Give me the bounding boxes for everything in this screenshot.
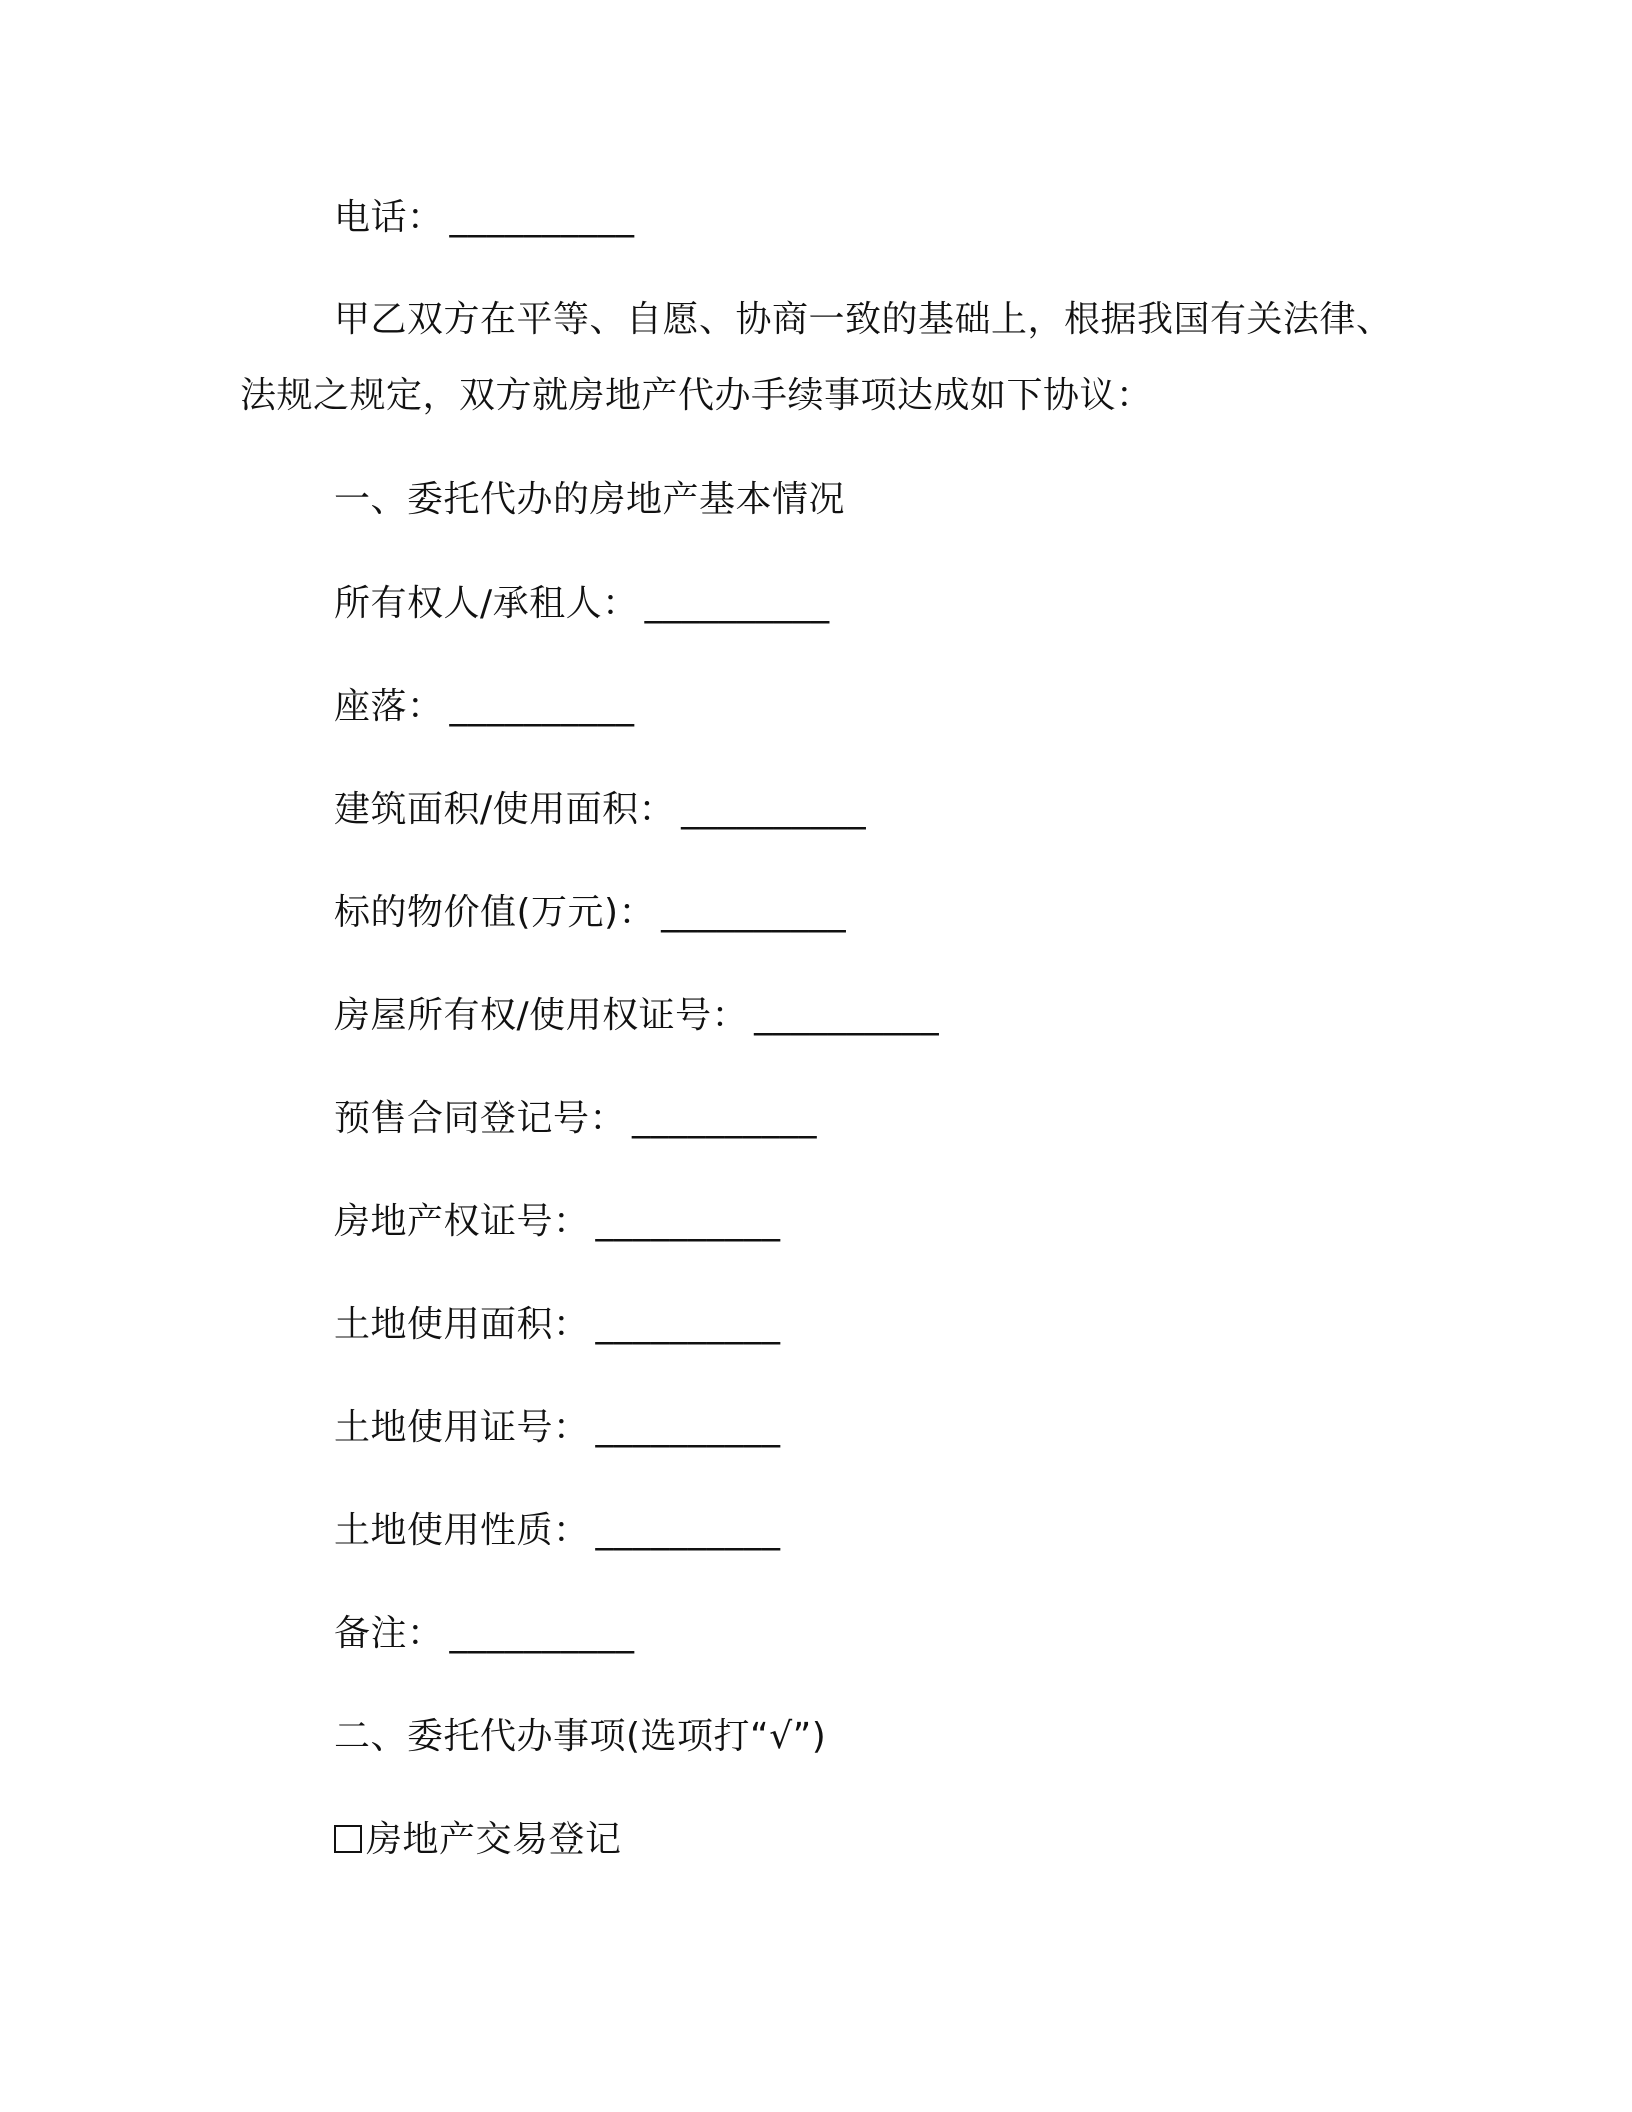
- field-blank: __________: [644, 583, 830, 624]
- field-blank: __________: [449, 686, 635, 727]
- field-blank: __________: [595, 1510, 781, 1551]
- phone-blank: __________: [449, 197, 635, 238]
- field-blank: __________: [595, 1304, 781, 1345]
- field-ownership-cert: [334, 994, 939, 1037]
- field-label: 房屋所有权/使用权证号：: [334, 995, 749, 1036]
- field-location: [334, 685, 635, 728]
- field-blank: __________: [449, 1613, 635, 1654]
- section-1-heading: 一、委托代办的房地产基本情况: [334, 479, 846, 520]
- field-owner: [334, 582, 830, 625]
- option-label: 房地产交易登记: [366, 1819, 622, 1860]
- field-blank: __________: [661, 892, 847, 933]
- field-blank: __________: [595, 1201, 781, 1242]
- field-presale-contract: [334, 1097, 817, 1140]
- field-land-use-type: [334, 1509, 781, 1552]
- field-label: 备注：: [334, 1613, 444, 1654]
- field-label: 座落：: [334, 686, 444, 727]
- phone-label: 电话：: [334, 197, 444, 238]
- field-blank: __________: [754, 995, 940, 1036]
- field-label: 标的物价值(万元)：: [334, 892, 656, 933]
- option-transaction-registration[interactable]: [334, 1818, 622, 1861]
- intro-line-1: 甲乙双方在平等、自愿、协商一致的基础上，根据我国有关法律、: [334, 299, 1393, 340]
- field-label: 土地使用证号：: [334, 1407, 590, 1448]
- field-land-cert: [334, 1406, 781, 1449]
- field-property-cert: [334, 1200, 781, 1243]
- checkbox-icon[interactable]: [334, 1825, 362, 1853]
- intro-line-2: 法规之规定，双方就房地产代办手续事项达成如下协议：: [240, 375, 1153, 416]
- field-area: [334, 788, 866, 831]
- field-remarks: [334, 1612, 635, 1655]
- field-label: 土地使用性质：: [334, 1510, 590, 1551]
- field-label: 建筑面积/使用面积：: [334, 789, 676, 830]
- field-land-area: [334, 1303, 781, 1346]
- field-label: 所有权人/承租人：: [334, 583, 639, 624]
- field-blank: __________: [632, 1098, 818, 1139]
- phone-field: [334, 196, 635, 239]
- section-2-heading: 二、委托代办事项(选项打“√”): [334, 1716, 827, 1757]
- field-label: 预售合同登记号：: [334, 1098, 627, 1139]
- field-label: 土地使用面积：: [334, 1304, 590, 1345]
- field-blank: __________: [681, 789, 867, 830]
- field-label: 房地产权证号：: [334, 1201, 590, 1242]
- field-blank: __________: [595, 1407, 781, 1448]
- field-value: [334, 891, 846, 934]
